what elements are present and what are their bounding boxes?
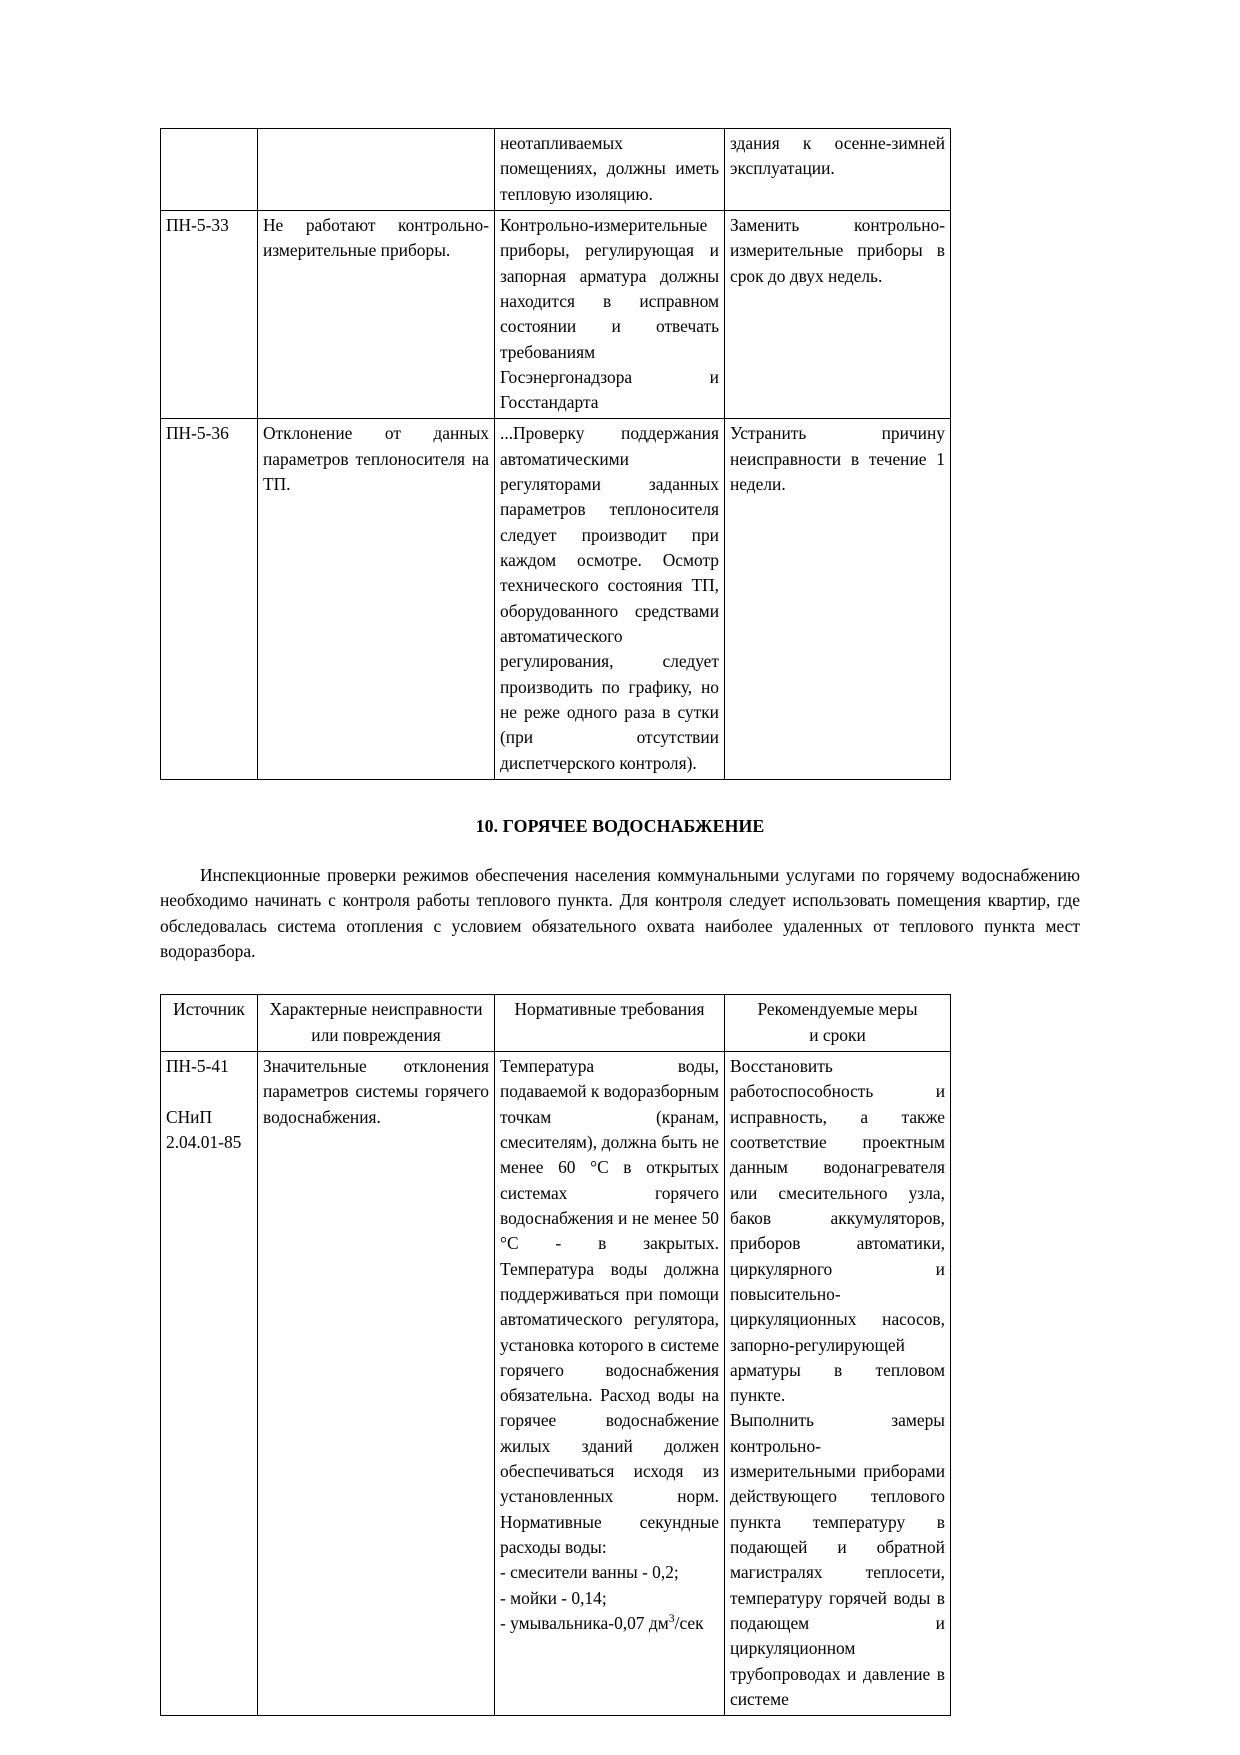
norm-main-text: Температура воды, подаваемой к водоразборным точкам (кранам, смесителям), должна быть не менее 60 °С в открытых системах горячего водоснабжения и не менее 50 °С - в закрытых. Температура воды должна поддерживаться при помощи автоматического регулятора, установка которого в системе горячего водоснабжения обязательна. Расход воды на горячее водоснабжение жилых зданий должен обеспечиваться исходя из установленных норм. Нормативные секундные расходы воды: — [500, 1056, 719, 1557]
cell-recommend: Заменить контрольно-измерительные приборы в срок до двух недель. — [725, 210, 951, 419]
cell-norm: ...Проверку поддержания автоматическими регуляторами заданных параметров теплоносителя следует производит при каждом осмотре. Осмотр технического состояния ТП, оборудованного средствами автоматического регулирования, следует производить по графику, но не реже одного раза в сутки (при отсутствии диспетчерского контроля). — [495, 419, 725, 779]
cell-source — [161, 1052, 258, 1716]
table-hot-water-supply — [160, 994, 951, 1716]
norm-unit-superscript: 3 — [668, 1611, 675, 1626]
column-header-source: Источник — [161, 995, 258, 1052]
cell-source: ПН-5-33 — [161, 210, 258, 419]
table-row — [161, 129, 951, 211]
column-header-recommend-line1: Рекомендуемые меры — [757, 999, 918, 1020]
cell-fault: Отклонение от данных параметров теплоносителя на ТП. — [258, 419, 495, 779]
section-intro-paragraph: Инспекционные проверки режимов обеспечения населения коммунальными услугами по горячему водоснабжению необходимо начинать с контроля работы теплового пункта. Для контроля следует использовать помещения квартир, где обследовалась система отопления с условием обязательного охвата наиболее удаленных от теплового пункта мест водоразбора. — [160, 864, 1080, 962]
source-code-snip-number: 2.04.01-85 — [166, 1132, 242, 1152]
table-heating-continued — [160, 128, 951, 780]
cell-norm: Контрольно-измерительные приборы, регулирующая и запорная арматура должны находится в исправном состоянии и отвечать требованиям Госэнергонадзора и Госстандарта — [495, 210, 725, 419]
recommend-paragraph-2: Выполнить замеры контрольно-измерительными приборами действующего теплового пункта температуру в подающей и обратной магистралях теплосети, температуру горячей воды в подающем и циркуляционном трубопроводах и давление в системе — [730, 1410, 945, 1709]
norm-list-item-washbasin-suffix: /сек — [674, 1612, 704, 1633]
table-header-row — [161, 995, 951, 1052]
recommend-paragraph-1: Восстановить работоспособность и исправность, а также соответствие проектным данным водонагревателя или смесительного узла, баков аккумуляторов, приборов автоматики, циркулярного и повысительно-циркуляционных насосов, запорно-регулирующей арматуры в тепловом пункте. — [730, 1056, 945, 1406]
column-header-fault-line2: или повреждения — [311, 1024, 441, 1045]
norm-list-item-washbasin-prefix: - умывальника-0,07 дм — [500, 1612, 669, 1633]
column-header-norm: Нормативные требования — [495, 995, 725, 1052]
column-header-recommend — [725, 995, 951, 1052]
norm-list-item-washbasin — [500, 1611, 719, 1636]
table-row — [161, 1052, 951, 1716]
cell-norm: неотапливаемых помещениях, должны иметь тепловую изоляцию. — [495, 129, 725, 211]
norm-list-item: - смесители ванны - 0,2; — [500, 1562, 679, 1583]
table-spacer — [160, 964, 1080, 994]
cell-fault: Значительные отклонения параметров системы горячего водоснабжения. — [258, 1052, 495, 1716]
cell-fault — [258, 129, 495, 211]
cell-source: ПН-5-36 — [161, 419, 258, 779]
cell-recommend: здания к осенне-зимней эксплуатации. — [725, 129, 951, 211]
cell-recommend: Устранить причину неисправности в течение 1 недели. — [725, 419, 951, 779]
column-header-fault — [258, 995, 495, 1052]
source-code-pn: ПН-5-41 — [166, 1056, 229, 1077]
section-heading: 10. ГОРЯЧЕЕ ВОДОСНАБЖЕНИЕ — [475, 815, 765, 836]
column-header-fault-line1: Характерные неисправности — [269, 999, 483, 1020]
table-row — [161, 210, 951, 419]
cell-fault: Не работают контрольно-измерительные приборы. — [258, 210, 495, 419]
norm-list-item: - мойки - 0,14; — [500, 1587, 607, 1608]
source-code-snip: СНиП — [166, 1106, 213, 1127]
cell-recommend — [725, 1052, 951, 1716]
cell-source — [161, 129, 258, 211]
cell-norm — [495, 1052, 725, 1716]
table-row — [161, 419, 951, 779]
column-header-recommend-line2: и сроки — [809, 1024, 866, 1045]
